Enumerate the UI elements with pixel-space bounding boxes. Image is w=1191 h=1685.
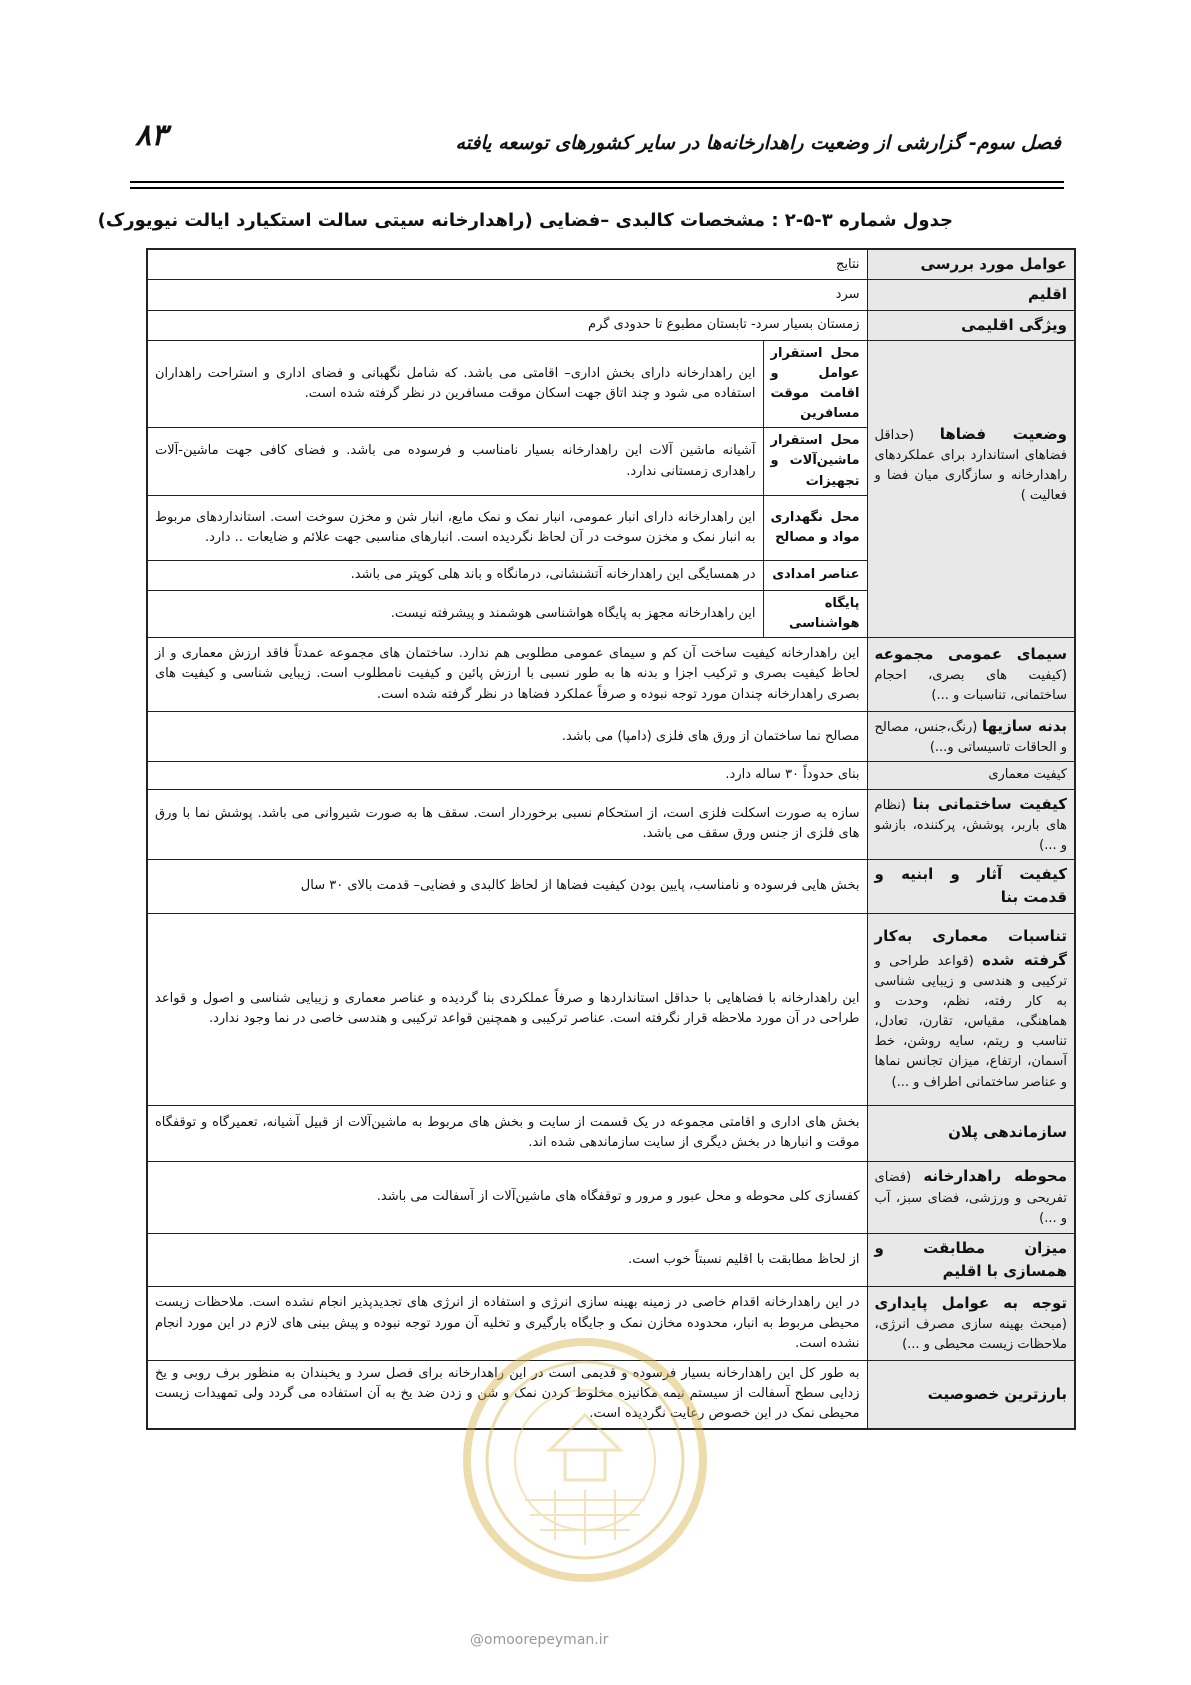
factor-bold: محوطه راهدارخانه: [923, 1167, 1068, 1186]
factor-rest: (رنگ،جنس، مصالح و الحاقات تاسیساتی و...): [874, 720, 1068, 756]
watermark-site-text: omoorepeyman.ir: [484, 1632, 609, 1648]
table-row: [147, 280, 1075, 310]
factor-header: عوامل مورد بررسی: [867, 249, 1075, 280]
table-row: [147, 712, 1075, 762]
sub-label: عناصر امدادی: [763, 560, 867, 590]
table-row: [147, 638, 1075, 712]
factor-spaces-bold: وضعیت فضاها: [939, 424, 1068, 443]
value-climate-feature: زمستان بسیار سرد- تابستان مطبوع تا حدودی گرم: [147, 310, 867, 340]
sub-label: محل نگهداری مواد و مصالح: [763, 495, 867, 560]
factor-rest: (قواعد طراحی و ترکیبی و هندسی و زیبایی شناسی به کار رفته، نظم، وحدت و هماهنگی، مقیاس، تقارن، تعادل، تناسب و ریتم، سایه روشن، خط آسمان، ارتفاع، میزان تجانس نماها و عناصر ساختمانی اطراف و ...): [874, 953, 1068, 1090]
value-cell: مصالح نما ساختمان از ورق های فلزی (دامپا) می باشد.: [147, 712, 867, 762]
table-row: [147, 789, 1075, 860]
factor-bold: کیفیت ساختمانی بنا: [912, 794, 1068, 813]
factor-bold: بدنه سازیها: [982, 717, 1068, 736]
results-header: نتایج: [147, 249, 867, 280]
value-cell: از لحاظ مطابقت با اقلیم نسبتاً خوب است.: [147, 1233, 867, 1287]
factor-bold: بارزترین خصوصیت: [927, 1384, 1068, 1403]
watermark-site: [470, 1632, 608, 1648]
table-row: [147, 860, 1075, 914]
factor-spaces: [867, 340, 1075, 637]
header-rule-top: [130, 181, 1064, 183]
sub-label: محل استقرار ماشین‌آلات و تجهیزات: [763, 428, 867, 495]
sub-label: محل استقرار عوامل و اقامت موقت مسافرین: [763, 340, 867, 428]
table-row: [147, 340, 1075, 428]
spec-table: [146, 248, 1076, 1430]
factor-bold: میزان مطابقت و همسازی با اقلیم: [874, 1238, 1068, 1280]
value-cell: این راهدارخانه با فضاهایی با حداقل استانداردها و صرفاً عملکردی بنا گردیده و عناصر معماری و زیبایی شناسی و اصول و قواعد طراحی در آن مورد ملاحظه قرار نگرفته است. عناصر ترکیبی و همچنین قواعد ترکیبی و هندسی خاصی در نما وجود ندارد.: [147, 913, 867, 1105]
sub-value: در همسایگی این راهدارخانه آتشنشانی، درمانگاه و باند هلی کوپتر می باشد.: [147, 560, 763, 590]
sub-value: آشیانه ماشین آلات این راهدارخانه بسیار نامناسب و فرسوده می باشد. و فضای کافی جهت ماشین-آلات راهداری زمستانی ندارد.: [147, 428, 763, 495]
table-row: [147, 913, 1075, 1105]
table-header-row: [147, 249, 1075, 280]
table-row: [147, 1233, 1075, 1287]
factor-cell: [867, 1361, 1075, 1429]
sub-label: پایگاه هواشناسی: [763, 590, 867, 637]
institution-seal-icon: [455, 1330, 715, 1590]
sub-value: این راهدارخانه مجهز به پایگاه هواشناسی هوشمند و پیشرفته نیست.: [147, 590, 763, 637]
factor-cell: [867, 638, 1075, 712]
sub-value: این راهدارخانه دارای بخش اداری– اقامتی می باشد. که شامل نگهبانی و فضای اداری و استراحت راهداران استفاده می شود و چند اتاق جهت اسکان موقت مسافرین در نظر گرفته شده است.: [147, 340, 763, 428]
table-row: [147, 762, 1075, 789]
value-cell: این راهدارخانه کیفیت ساخت آن کم و سیمای عمومی مطلوبی هم ندارد. ساختمان های مجموعه عمدتاً فاقد ارزش معماری و از لحاظ کیفیت بصری و ترکیب اجزا و بدنه ها به طور نسبی با ارزش پائین و کیفیت نامطلوب است. زیبایی شناسی و کیفیت های بصری راهدارخانه چندان مورد توجه نبوده و صرفاً عملکرد فضاها در نظر گرفته شده است.: [147, 638, 867, 712]
factor-rest: (فضای تفریحی و ورزشی، فضای سبز، آب و ...): [874, 1170, 1068, 1226]
running-header: فصل سوم- گزارشی از وضعیت راهدارخانه‌ها در سایر کشورهای توسعه یافته: [455, 132, 1061, 154]
factor-spaces-rest: (حداقل فضاهای استاندارد برای عملکردهای راهدارخانه و سازگاری میان فضا و فعالیت ): [874, 427, 1068, 504]
sub-value: این راهدارخانه دارای انبار عمومی، انبار نمک و نمک مایع، انبار شن و مخزن سوخت است. استانداردهای مربوط به انبار نمک و مخزن سوخت در آن لحاظ نگردیده است. انبارهای مناسبی جهت علائم و ضایعات .. دارد.: [147, 495, 763, 560]
value-cell: کفسازی کلی محوطه و محل عبور و مرور و توقفگاه های ماشین‌آلات از آسفالت می باشد.: [147, 1161, 867, 1233]
factor-bold: توجه به عوامل پایداری: [874, 1293, 1068, 1312]
header-rule-bottom: [130, 187, 1064, 189]
factor-cell: [867, 860, 1075, 914]
factor-cell: [867, 1287, 1075, 1361]
factor-rest: (مبحث بهینه سازی مصرف انرژی، ملاحظات زیست محیطی و ...): [874, 1317, 1068, 1353]
table-row: [147, 1105, 1075, 1161]
page-number: ۸۳: [135, 118, 168, 153]
factor-cell: [867, 762, 1075, 789]
factor-cell: [867, 913, 1075, 1105]
value-cell: در این راهدارخانه اقدام خاصی در زمینه بهینه سازی انرژی و استفاده از انرژی های تجدیدپذیر انجام نشده است. ملاحظات زیست محیطی مربوط به انبار، محدوده مخازن نمک و جایگاه بارگیری و تخلیه آن مورد توجه نبوده و پیش بینی های لازم در این مورد انجام نشده است.: [147, 1287, 867, 1361]
factor-cell: [867, 1105, 1075, 1161]
factor-climate-feature: ویژگی اقلیمی: [867, 310, 1075, 340]
factor-climate: اقلیم: [867, 280, 1075, 310]
factor-cell: [867, 712, 1075, 762]
table-title: جدول شماره ۳-۵-۲ : مشخصات کالبدی –فضایی (راهدارخانه سیتی سالت استکیارد ایالت نیویورک): [97, 210, 953, 231]
factor-cell: [867, 1233, 1075, 1287]
value-climate: سرد: [147, 280, 867, 310]
factor-cell: [867, 789, 1075, 860]
factor-rest: (کیفیت های بصری، احجام ساختمانی، تناسبات و ...): [874, 668, 1068, 704]
at-icon: @: [470, 1632, 484, 1648]
table-row: [147, 1161, 1075, 1233]
factor-bold: سازماندهی پلان: [948, 1123, 1068, 1142]
table-row: [147, 310, 1075, 340]
factor-bold: سیمای عمومی مجموعه: [874, 644, 1068, 663]
value-cell: بخش هایی فرسوده و نامناسب، پایین بودن کیفیت فضاها از لحاظ کالبدی و فضایی– قدمت بالای ۳۰ سال: [147, 860, 867, 914]
factor-rest: کیفیت معماری: [988, 767, 1068, 783]
factor-bold: تناسبات معماری به‌کار گرفته شده: [874, 927, 1068, 969]
factor-bold: کیفیت آثار و ابنیه و قدمت بنا: [874, 865, 1068, 907]
value-cell: به طور کل این راهدارخانه بسیار فرسوده و قدیمی است در این راهدارخانه برای فصل سرد و یخبندان به منظور برف روبی و یخ زدایی سطح آسفالت از سیستم نیمه مکانیزه مخلوط کردن نمک و شن و زدن ضد یخ به آن استفاده می گردد ولی تمهیدات زیست محیطی نمک در این خصوص رعایت نگردیده است.: [147, 1361, 867, 1429]
factor-cell: [867, 1161, 1075, 1233]
value-cell: بخش های اداری و اقامتی مجموعه در یک قسمت از سایت و بخش های مربوط به ماشین‌آلات از قبیل آشیانه، تعمیرگاه و توقفگاه موقت و انبارها در بخش دیگری از سایت سازماندهی شده اند.: [147, 1105, 867, 1161]
value-cell: سازه به صورت اسکلت فلزی است، از استحکام نسبی برخوردار است. سقف ها به صورت شیروانی می باشد. پوشش نما با ورق های فلزی از جنس ورق سقف می باشد.: [147, 789, 867, 860]
factor-rest: (نظام های باربر، پوشش، پرکننده، بازشو و ...): [874, 797, 1068, 853]
value-cell: بنای حدوداً ۳۰ ساله دارد.: [147, 762, 867, 789]
